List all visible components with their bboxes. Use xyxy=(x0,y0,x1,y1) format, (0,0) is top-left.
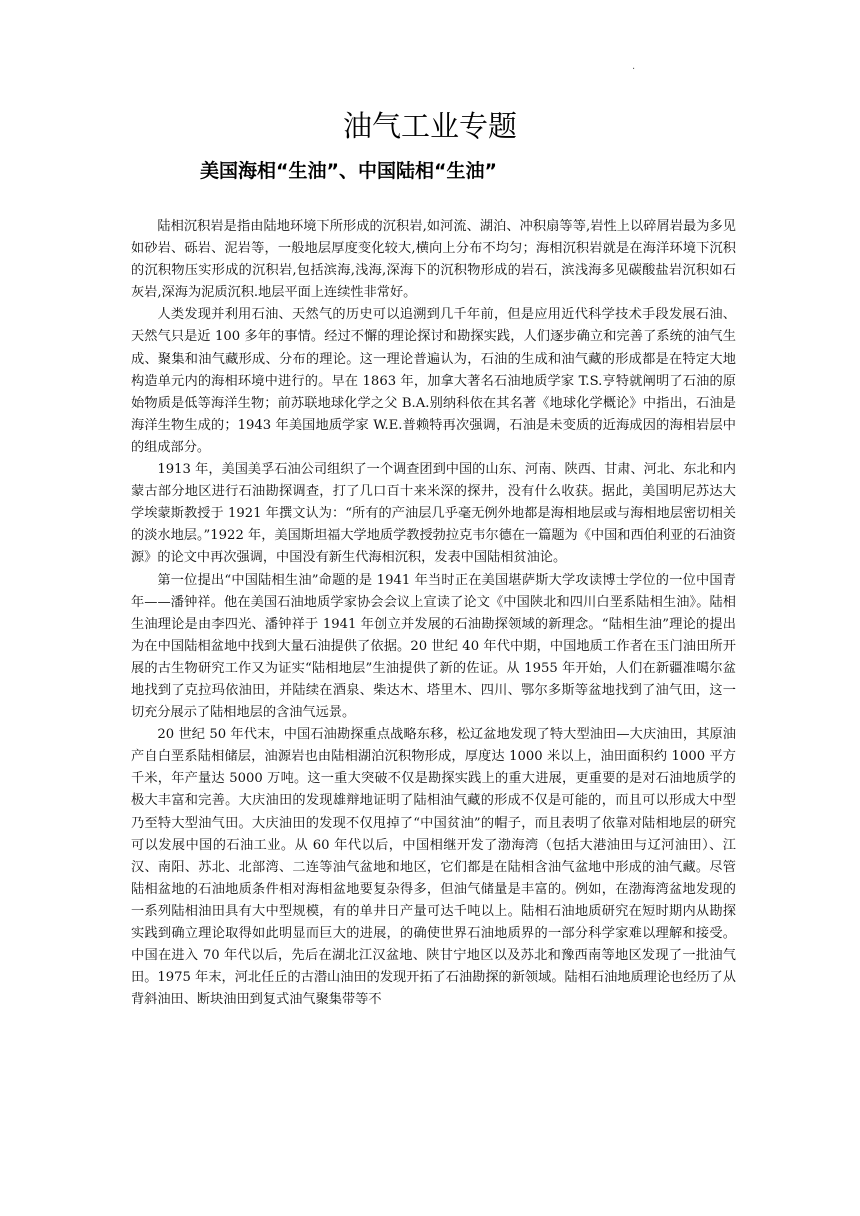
paragraph-1: 陆相沉积岩是指由陆地环境下所形成的沉积岩,如河流、湖泊、冲积扇等等,岩性上以碎屑岩最为多见如砂岩、砾岩、泥岩等，一般地层厚度变化较大,横向上分布不均匀；海相沉积岩就是在海洋环境下沉积的沉积物压实形成的沉积岩,包括滨海,浅海,深海下的沉积物形成的岩石，滨浅海多见碳酸盐岩沉积如石灰岩,深海为泥质沉积.地层平面上连续性非常好。 xyxy=(131,219,736,301)
paragraph-5: 20 世纪 50 年代末，中国石油勘探重点战略东移，松辽盆地发现了特大型油田—大庆油田，其原油产自白垩系陆相储层，油源岩也由陆相湖泊沉积物形成，厚度达 1000 米以上，油田面积约 1000 平方千米，年产量达 5000 万吨。这一重大突破不仅是勘探实践上的重大进展，更重要的是对石油地质学的极大丰富和完善。大庆油田的发现雄辩地证明了陆相油气藏的形成不仅是可能的，而且可以形成大中型乃至特大型油气田。大庆油田的发现不仅甩掉了“中国贫油”的帽子，而且表明了依靠对陆相地层的研究可以发展中国的石油工业。从 60 年代以后，中国相继开发了渤海湾（包括大港油田与辽河油田）、江汉、南阳、苏北、北部湾、二连等油气盆地和地区，它们都是在陆相含油气盆地中形成的油气藏。尽管陆相盆地的石油地质条件相对海相盆地要复杂得多，但油气储量是丰富的。例如，在渤海湾盆地发现的一系列陆相油田具有大中型规模，有的单井日产量可达千吨以上。陆相石油地质研究在短时期内从勘探实践到确立理论取得如此明显而巨大的进展，的确使世界石油地质界的一部分科学家难以理解和接受。中国在进入 70 年代以后，先后在湖北江汉盆地、陕甘宁地区以及苏北和豫西南等地区发现了一批油气田。1975 年末，河北任丘的古潜山油田的发现开拓了石油勘探的新领域。陆相石油地质理论也经历了从背斜油田、断块油田到复式油气聚集带等不 xyxy=(131,727,736,1008)
page-title: 油气工业专题 xyxy=(342,109,517,143)
header-mark: . xyxy=(632,61,636,72)
page-subtitle: 美国海相“生油”、中国陆相“生油” xyxy=(200,160,497,182)
paragraph-2: 人类发现并利用石油、天然气的历史可以追溯到几千年前，但是应用近代科学技术手段发展石油、天然气只是近 100 多年的事情。经过不懈的理论探讨和勘探实践，人们逐步确立和完善了系统的油气生成、聚集和油气藏形成、分布的理论。这一理论普遍认为，石油的生成和油气藏的形成都是在特定大地构造单元内的海相环境中进行的。早在 1863 年，加拿大著名石油地质学家 T.S.亨特就阐明了石油的原始物质是低等海洋生物；前苏联地球化学之父 B.A.别纳科依在其名著《地球化学概论》中指出，石油是海洋生物生成的；1943 年美国地质学家 W.E.普赖特再次强调，石油是未变质的近海成因的海相岩层中的组成部分。 xyxy=(131,307,736,455)
paragraph-4: 第一位提出“中国陆相生油”命题的是 1941 年当时正在美国堪萨斯大学攻读博士学位的一位中国青年——潘钟祥。他在美国石油地质学家协会会议上宣读了论文《中国陕北和四川白垩系陆相生油》。陆相生油理论是由李四光、潘钟祥于 1941 年创立并发展的石油勘探领域的新理念。“陆相生油”理论的提出为在中国陆相盆地中找到大量石油提供了依据。20 世纪 40 年代中期，中国地质工作者在玉门油田所开展的古生物研究工作又为证实“陆相地层”生油提供了新的佐证。从 1955 年开始，人们在新疆准噶尔盆地找到了克拉玛依油田，并陆续在酒泉、柴达木、塔里木、四川、鄂尔多斯等盆地找到了油气田，这一切充分展示了陆相地层的含油气远景。 xyxy=(131,572,736,721)
paragraph-3: 1913 年，美国美孚石油公司组织了一个调查团到中国的山东、河南、陕西、甘肃、河北、东北和内蒙古部分地区进行石油勘探调查，打了几口百十来米深的探井，没有什么收获。据此，美国明尼苏达大学埃蒙斯教授于 1921 年撰文认为：“所有的产油层几乎毫无例外地都是海相地层或与海相地层密切相关的淡水地层。”1922 年，美国斯坦福大学地质学教授勃拉克韦尔德在一篇题为《中国和西伯利亚的石油资源》的论文中再次强调，中国没有新生代海相沉积，发表中国陆相贫油论。 xyxy=(131,462,736,566)
article-body xyxy=(131,216,736,1011)
